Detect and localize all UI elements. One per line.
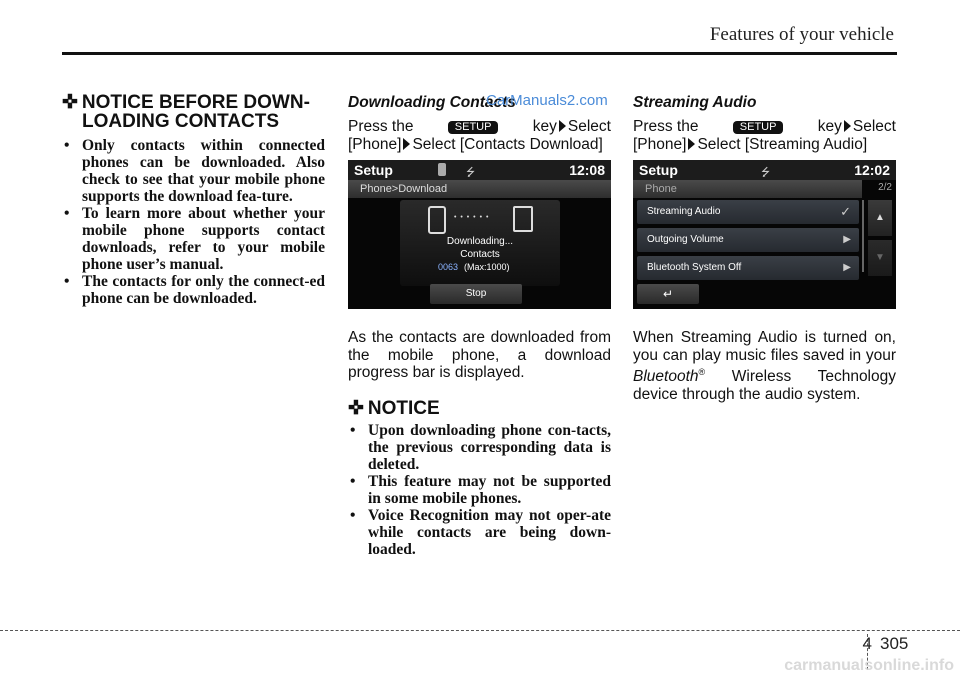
screen-time: 12:02 bbox=[854, 162, 890, 178]
phone-icon bbox=[428, 206, 446, 234]
download-panel bbox=[400, 200, 560, 286]
notice-block bbox=[348, 399, 611, 558]
download-contacts-label: Contacts bbox=[460, 249, 500, 260]
screen-title: Setup bbox=[354, 162, 393, 178]
notice-heading: ✜ NOTICE BEFORE DOWN- LOADING CONTACTS bbox=[62, 92, 310, 132]
contacts-list-icon bbox=[513, 206, 533, 232]
screen-title: Setup bbox=[639, 162, 678, 178]
screen-subtitle: Phone bbox=[633, 180, 862, 198]
arrow-right-icon bbox=[559, 120, 566, 132]
stop-button[interactable]: Stop bbox=[430, 284, 522, 304]
list-item: • Voice Recognition may not oper-ate while contacts are being down-loaded. bbox=[348, 507, 611, 558]
play-arrow-icon: ▶ bbox=[843, 234, 851, 245]
arrow-right-icon bbox=[688, 138, 695, 150]
list-item: • The contacts for only the connect-ed phone can be downloaded. bbox=[62, 273, 325, 307]
notice-star-icon: ✜ bbox=[62, 92, 78, 113]
column-streaming-audio bbox=[633, 94, 896, 153]
progress-dots: • • • • • • bbox=[454, 214, 490, 221]
scroll-up-button[interactable]: ▲ bbox=[868, 200, 892, 236]
download-max: (Max:1000) bbox=[464, 262, 510, 272]
download-description: As the contacts are downloaded from the mobile phone, a download progress bar is displayed. bbox=[348, 329, 611, 381]
scroll-down-button[interactable]: ▼ bbox=[868, 240, 892, 276]
instruction-line-2: [Phone] Select [Streaming Audio] bbox=[633, 135, 868, 153]
section-heading: Downloading Contacts bbox=[348, 94, 516, 111]
screenshot-streaming-audio bbox=[633, 160, 896, 309]
download-count: 0063 bbox=[438, 262, 459, 272]
notice-star-icon: ✜ bbox=[348, 398, 364, 419]
page-header-title: Features of your vehicle bbox=[709, 24, 894, 45]
instruction-line: Press the SETUP key Select bbox=[633, 118, 896, 135]
instruction-line: Press the SETUP key Select bbox=[348, 118, 611, 135]
scrollbar[interactable] bbox=[862, 200, 864, 272]
header-rule bbox=[62, 52, 897, 55]
page-number: 305 bbox=[880, 634, 909, 653]
section-heading: Streaming Audio bbox=[633, 94, 757, 111]
back-button[interactable] bbox=[637, 284, 699, 304]
arrow-right-icon bbox=[844, 120, 851, 132]
watermark-bottom: carmanualsonline.info bbox=[784, 657, 954, 674]
watermark-top: CarManuals2.com bbox=[486, 92, 608, 109]
list-item: • To learn more about whether your mobile phone supports contact downloads, refer to your mobile phone user’s manual. bbox=[62, 205, 325, 273]
screen-time: 12:08 bbox=[569, 162, 605, 178]
arrow-right-icon bbox=[403, 138, 410, 150]
page-indicator: 2/2 bbox=[878, 182, 892, 193]
menu-item-streaming-audio[interactable]: Streaming Audio ✓ bbox=[637, 200, 859, 224]
setup-key-badge: SETUP bbox=[733, 121, 784, 134]
instruction-line-2: [Phone] Select [Contacts Download] bbox=[348, 135, 603, 153]
streaming-description: When Streaming Audio is turned on, you can play music files saved in your Bluetooth® Wireless Technology device through the audio system. bbox=[633, 329, 896, 403]
bluetooth-brand-text: Bluetooth bbox=[633, 368, 699, 386]
menu-item-bluetooth-system-off[interactable]: Bluetooth System Off ▶ bbox=[637, 256, 859, 280]
usb-icon: ⭍ bbox=[761, 167, 771, 179]
usb-icon: ⭍ bbox=[466, 167, 476, 179]
list-item: • Upon downloading phone con-tacts, the previous corresponding data is deleted. bbox=[348, 422, 611, 473]
column-notice-before-download bbox=[62, 93, 325, 307]
footer-rule bbox=[0, 630, 960, 631]
notice-bullet-list bbox=[62, 137, 325, 307]
bluetooth-icon bbox=[438, 163, 446, 176]
download-status: Downloading... bbox=[446, 236, 514, 247]
screenshot-contacts-download bbox=[348, 160, 611, 309]
notice-bullet-list bbox=[348, 422, 611, 558]
setup-key-badge: SETUP bbox=[448, 121, 499, 134]
check-icon: ✓ bbox=[840, 204, 851, 219]
menu-item-outgoing-volume[interactable]: Outgoing Volume ▶ bbox=[637, 228, 859, 252]
back-arrow-icon: ↵ bbox=[662, 287, 674, 301]
section-number: 4 bbox=[862, 634, 872, 653]
list-item: • This feature may not be supported in some mobile phones. bbox=[348, 473, 611, 507]
play-arrow-icon: ▶ bbox=[843, 262, 851, 273]
list-item: • Only contacts within connected phones can be downloaded. Also check to see that your mobile phone supports the download fea-ture. bbox=[62, 137, 325, 205]
screen-subtitle: Phone>Download bbox=[348, 180, 611, 198]
notice-heading: ✜ NOTICE bbox=[348, 398, 440, 419]
